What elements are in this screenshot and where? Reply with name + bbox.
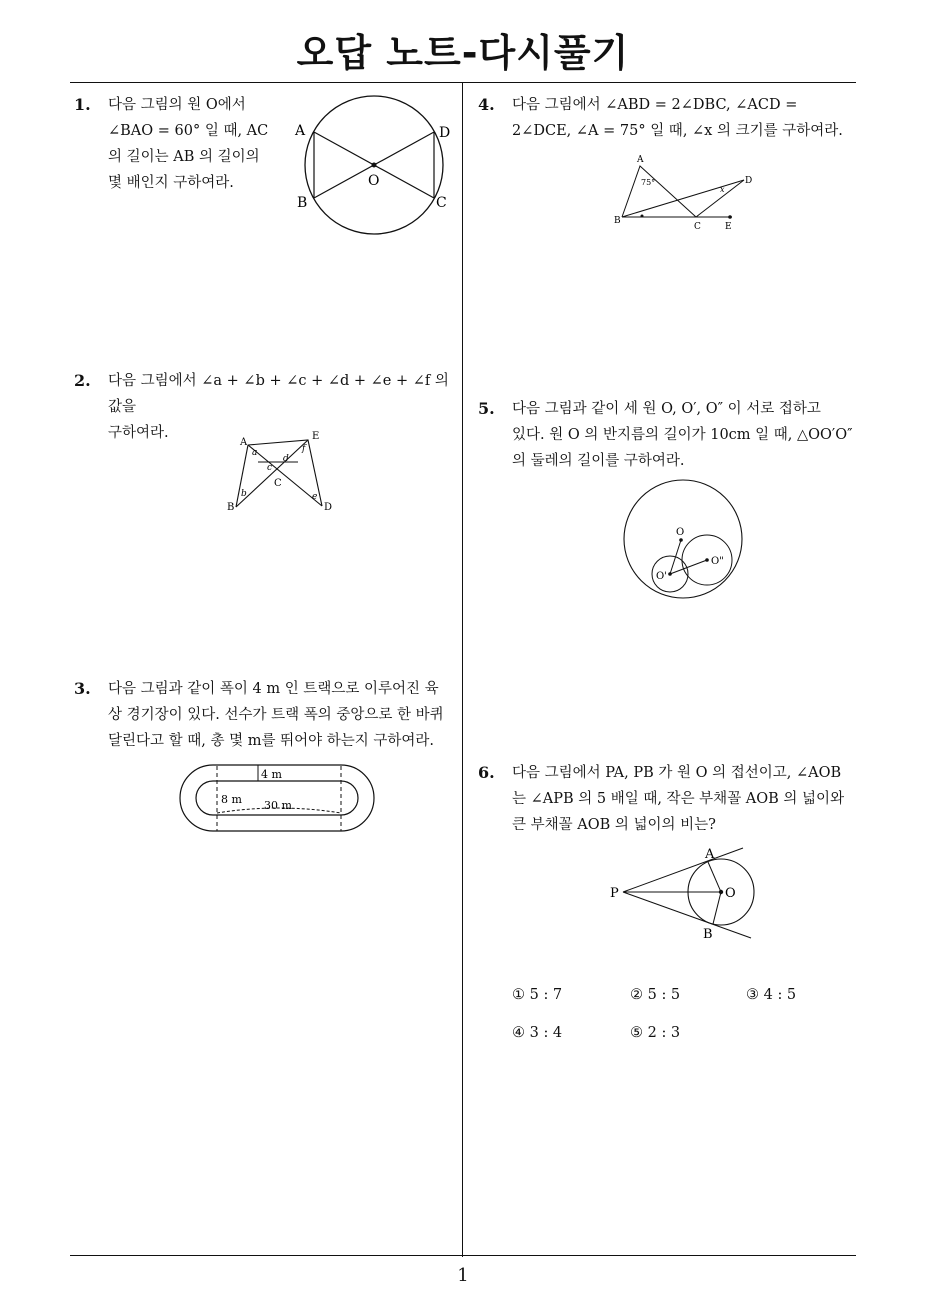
svg-text:a: a [252, 448, 258, 458]
question-line: 다음 그림에서 ∠ABD = 2∠DBC, ∠ACD = [512, 97, 798, 113]
svg-text:O: O [676, 527, 685, 538]
figure-quadrilateral-angles [222, 428, 342, 518]
choice-5[interactable]: ⑤ 2 : 3 [630, 1025, 681, 1041]
question-number: 1. [74, 95, 91, 114]
question-number: 6. [478, 763, 495, 782]
svg-text:75°: 75° [641, 178, 656, 187]
svg-text:E: E [725, 222, 732, 232]
question-line: 다음 그림에서 PA, PB 가 원 O 의 접선이고, ∠AOB [512, 765, 842, 781]
svg-text:B: B [614, 216, 621, 226]
figure-circle-bowtie [292, 95, 462, 265]
svg-text:O': O' [656, 571, 667, 582]
label-a-vertex: A [240, 437, 248, 448]
label-b: B [297, 195, 308, 211]
choice-3[interactable]: ③ 4 : 5 [746, 987, 797, 1003]
svg-text:A: A [705, 847, 715, 862]
question-line: 구하여라. [108, 425, 169, 441]
figure-running-track [178, 763, 378, 835]
figure-tangent-circles [620, 478, 750, 600]
page-title: 오답 노트-다시풀기 [296, 31, 630, 75]
svg-text:B: B [703, 927, 713, 942]
question-line: 몇 배인지 구하여라. [108, 175, 234, 191]
svg-text:e: e [312, 492, 318, 502]
figure-triangle-bisectors [610, 150, 760, 235]
svg-text:b: b [241, 489, 247, 499]
svg-text:x: x [720, 185, 725, 194]
question-line: 다음 그림의 원 O에서 [108, 97, 246, 113]
track-radius-label: 8 m [221, 793, 242, 806]
svg-text:c: c [267, 463, 273, 473]
svg-text:d: d [283, 454, 289, 464]
question-line: 의 둘레의 길이를 구하여라. [512, 453, 685, 469]
label-d: D [439, 125, 451, 141]
svg-text:O": O" [711, 556, 724, 567]
label-c: C [436, 195, 447, 211]
question-line: 달린다고 할 때, 총 몇 m를 뛰어야 하는지 구하여라. [108, 733, 434, 749]
question-line: 2∠DCE, ∠A = 75° 일 때, ∠x 의 크기를 구하여라. [512, 123, 843, 139]
track-length-label: 30 m [264, 799, 292, 812]
question-line: 다음 그림과 같이 폭이 4 m 인 트랙으로 이루어진 육 [108, 681, 439, 697]
question-line: 큰 부채꼴 AOB 의 넓이의 비는? [512, 817, 716, 833]
choice-2[interactable]: ② 5 : 5 [630, 987, 681, 1003]
label-e-vertex: E [312, 431, 320, 442]
question-line: 다음 그림에서 ∠a + ∠b + ∠c + ∠d + ∠e + ∠f 의 값을 [108, 373, 449, 415]
svg-text:f: f [302, 444, 306, 454]
question-line: 는 ∠APB 의 5 배일 때, 작은 부채꼴 AOB 의 넓이와 [512, 791, 845, 807]
label-c-vertex: C [274, 478, 282, 489]
column-divider [462, 82, 463, 1257]
question-line: ∠BAO = 60° 일 때, AC [108, 123, 269, 139]
question-number: 4. [478, 95, 495, 114]
svg-text:O: O [725, 886, 736, 901]
label-d-vertex: D [324, 502, 333, 513]
choice-4[interactable]: ④ 3 : 4 [512, 1025, 563, 1041]
svg-text:P: P [610, 886, 619, 901]
question-number: 5. [478, 399, 495, 418]
label-a: A [295, 123, 306, 139]
svg-text:D: D [745, 176, 753, 186]
bottom-rule [70, 1255, 856, 1256]
track-width-label: 4 m [261, 768, 282, 781]
question-line: 다음 그림과 같이 세 원 O, O′, O″ 이 서로 접하고 [512, 401, 821, 417]
svg-text:A: A [637, 155, 644, 165]
label-o: O [368, 173, 380, 189]
choice-1[interactable]: ① 5 : 7 [512, 987, 563, 1003]
question-line: 의 길이는 AB 의 길이의 [108, 149, 260, 165]
page-number: 1 [457, 1265, 469, 1286]
figure-tangent-lines [605, 842, 765, 942]
question-number: 3. [74, 679, 91, 698]
top-rule [70, 82, 856, 83]
svg-text:C: C [694, 222, 701, 232]
question-number: 2. [74, 371, 91, 390]
question-line: 상 경기장이 있다. 선수가 트랙 폭의 중앙으로 한 바퀴 [108, 707, 444, 723]
label-b-vertex: B [227, 502, 235, 513]
question-line: 있다. 원 O 의 반지름의 길이가 10cm 일 때, △OO′O″ [512, 427, 853, 443]
